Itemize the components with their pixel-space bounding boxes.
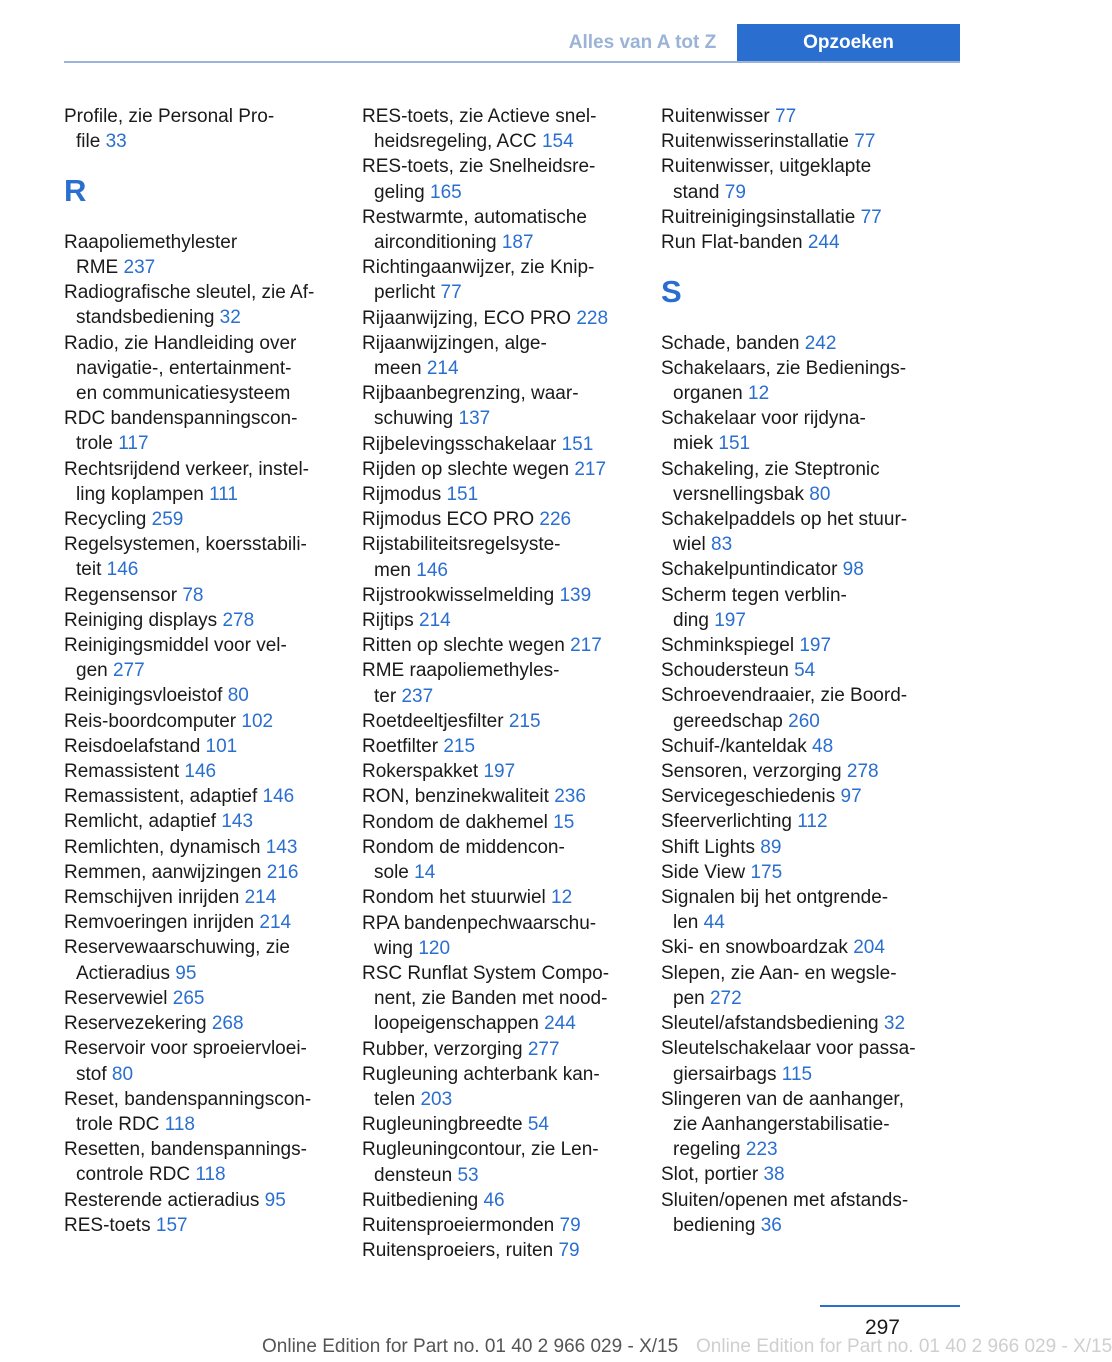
index-entry: [661, 1011, 951, 1036]
page-link[interactable]: 217: [574, 458, 607, 480]
page-link[interactable]: 151: [446, 484, 479, 506]
page-link[interactable]: 139: [559, 584, 592, 606]
page-link[interactable]: 226: [539, 509, 572, 531]
page-link[interactable]: 228: [576, 307, 609, 329]
index-entry-text: Schroevendraaier, zie Boord- gereedschap: [661, 685, 908, 732]
index-entry-text: Ski- en snowboardzak: [661, 937, 848, 959]
page-link[interactable]: 260: [788, 710, 820, 732]
page-header: [0, 0, 960, 62]
index-entry-text: Raapoliemethylester RME: [64, 231, 238, 278]
page-link[interactable]: 214: [426, 358, 459, 380]
index-entry-text: RDC bandenspanningscon- trole: [64, 408, 298, 455]
page-link[interactable]: 197: [483, 761, 516, 783]
index-entry: [661, 658, 951, 683]
index-entry: [64, 457, 336, 507]
page-link[interactable]: 146: [262, 786, 295, 808]
index-entry-text: Reservoir voor sproeiervloei- stof: [64, 1038, 307, 1085]
index-entry-text: Rijaanwijzingen, alge- meen: [362, 332, 547, 380]
page-link[interactable]: 118: [164, 1113, 195, 1135]
index-entry: [661, 557, 951, 582]
index-entry: [64, 910, 336, 935]
index-entry-text: Richtingaanwijzer, zie Knip- perlicht: [362, 257, 595, 304]
index-entry-text: RES-toets, zie Snelheidsre- geling: [362, 156, 596, 203]
index-entry: [362, 608, 634, 633]
index-entry-text: Run Flat-banden: [661, 232, 803, 254]
index-entry: [64, 1036, 336, 1086]
index-entry-text: Radio, zie Handleiding over navigatie-, entertainment- en communicatiesysteem: [64, 332, 297, 405]
page-link[interactable]: 268: [211, 1013, 244, 1035]
page-link[interactable]: 101: [205, 735, 238, 757]
index-entry: [362, 633, 634, 658]
index-entry: [64, 507, 336, 532]
index-letter-heading: S: [661, 274, 682, 310]
page-number: 297: [864, 1316, 900, 1339]
index-entry-text: Radiografische sleutel, zie Af- standsbediening: [64, 282, 315, 329]
index-entry-text: Rubber, verzorging: [362, 1038, 523, 1060]
page-link[interactable]: 78: [182, 584, 204, 606]
index-entry-text: Sluiten/openen met afstands- bediening: [661, 1189, 909, 1236]
index-entry: [362, 432, 634, 457]
index-entry: [362, 911, 634, 961]
page-link[interactable]: 143: [221, 811, 254, 833]
page-link[interactable]: 54: [794, 660, 816, 682]
page-link[interactable]: 46: [483, 1189, 505, 1211]
index-entry: [362, 810, 634, 835]
page-link[interactable]: 77: [440, 282, 462, 304]
page-link[interactable]: 111: [209, 483, 238, 505]
index-entry: [64, 885, 336, 910]
page-link[interactable]: 277: [527, 1038, 560, 1060]
header-divider: [64, 61, 960, 63]
index-entry: [362, 331, 634, 381]
page-link[interactable]: 32: [883, 1013, 906, 1035]
index-entry-text: Slepen, zie Aan- en wegsle- pen: [661, 962, 897, 1009]
index-entry: [362, 482, 634, 507]
index-entry-text: Slingeren van de aanhanger, zie Aanhangerstabilisatie- regeling: [661, 1088, 904, 1161]
index-entry: [661, 331, 951, 356]
index-entry-text: Ruitenwisser, uitgeklapte stand: [661, 156, 872, 203]
index-entry-text: Reservewaarschuwing, zie Actieradius: [64, 937, 290, 984]
index-entry-text: Reinigingsmiddel voor vel- gen: [64, 635, 287, 682]
index-entry-text: RPA bandenpechwaarschu- wing: [362, 912, 597, 959]
page-link[interactable]: 272: [709, 987, 742, 1009]
index-entry-text: Ruitensproeiers, ruiten: [362, 1240, 554, 1262]
index-entry: [64, 1213, 336, 1238]
page-link[interactable]: 197: [799, 635, 832, 657]
index-entry: [661, 809, 951, 834]
page-link[interactable]: 223: [745, 1139, 778, 1161]
index-column-3: [661, 104, 951, 1238]
index-entry-text: Ruitreinigingsinstallatie: [661, 206, 856, 228]
page-link[interactable]: 154: [541, 131, 574, 153]
page-link[interactable]: 80: [227, 685, 249, 707]
index-entry-text: Rechtsrijdend verkeer, instel- ling koplampen: [64, 458, 309, 505]
index-entry-text: Sensoren, verzorging: [661, 761, 842, 783]
index-entry: [362, 583, 634, 608]
page-link[interactable]: 77: [775, 106, 797, 127]
index-entry-text: Schade, banden: [661, 332, 800, 354]
index-entry-text: Schoudersteun: [661, 660, 789, 682]
page-link[interactable]: 117: [118, 433, 149, 455]
index-entry-text: Reinigingsvloeistof: [64, 685, 223, 707]
index-entry-text: Roetdeeltjesfilter: [362, 710, 504, 732]
index-entry: [64, 759, 336, 784]
index-entry: [362, 1213, 634, 1238]
index-entry: [362, 885, 634, 910]
index-entry-text: Rijstabiliteitsregelsyste- men: [362, 534, 561, 581]
page-link[interactable]: 215: [508, 710, 541, 732]
index-entry: [64, 406, 336, 456]
section-tab[interactable]: Alles van A tot Z: [568, 32, 717, 53]
index-entry-text: Rijtips: [362, 610, 414, 632]
page-link[interactable]: 79: [724, 181, 746, 203]
index-entry: [64, 1087, 336, 1137]
index-entry: [661, 734, 951, 759]
index-entry-text: Shift Lights: [661, 836, 755, 858]
page-link[interactable]: 203: [420, 1088, 453, 1110]
index-entry-text: Remassistent: [64, 761, 180, 783]
index-entry-text: Servicegeschiedenis: [661, 786, 836, 808]
index-entry-text: Reisdoelafstand: [64, 735, 201, 757]
page-link[interactable]: 32: [219, 307, 241, 329]
page-link[interactable]: 12: [748, 383, 770, 405]
index-entry-text: Resetten, bandenspannings- controle RDC: [64, 1139, 307, 1186]
index-entry-text: Sleutel/afstandsbediening: [661, 1013, 879, 1035]
index-entry-text: RME raapoliemethyles- ter: [362, 660, 560, 707]
page-link[interactable]: 217: [570, 635, 602, 657]
page-link[interactable]: 278: [222, 609, 255, 631]
index-entry: [362, 1238, 634, 1263]
page-link[interactable]: 79: [558, 1240, 580, 1262]
index-entry-text: Recycling: [64, 509, 147, 531]
index-column-1: [64, 104, 336, 1238]
index-entry-text: Schakelaar voor rijdyna- miek: [661, 408, 866, 455]
index-entry-text: Rijstrookwisselmelding: [362, 584, 555, 606]
index-entry: [64, 583, 336, 608]
index-entry: [661, 961, 951, 1011]
index-entry: [661, 230, 951, 255]
page-link[interactable]: 95: [264, 1189, 286, 1211]
index-entry: [661, 784, 951, 809]
page-link[interactable]: 80: [111, 1063, 134, 1085]
page-link[interactable]: 95: [175, 962, 197, 984]
page-link[interactable]: 165: [430, 181, 462, 203]
page-link[interactable]: 237: [123, 257, 156, 278]
page-link[interactable]: 242: [804, 332, 837, 354]
page-link[interactable]: 244: [544, 1013, 576, 1035]
index-column-2: [362, 104, 634, 1263]
index-entry: [362, 532, 634, 582]
page-link[interactable]: 244: [807, 232, 840, 254]
index-entry: [661, 1188, 951, 1238]
index-entry-text: Ruitenwisser: [661, 106, 770, 127]
index-entry-text: Remvoeringen inrijden: [64, 912, 255, 934]
index-entry: [661, 683, 951, 733]
index-entry: [362, 381, 634, 431]
index-entry-text: Remmen, aanwijzingen: [64, 861, 262, 883]
index-entry-text: Sfeerverlichting: [661, 811, 792, 833]
index-entry-text: Reis-boordcomputer: [64, 710, 237, 732]
index-entry-text: Ritten op slechte wegen: [362, 635, 565, 657]
index-entry: [362, 734, 634, 759]
active-tab[interactable]: Opzoeken: [737, 24, 960, 62]
index-entry: [661, 1087, 951, 1163]
edition-note: Online Edition for Part no. 01 40 2 966 029 - X/15: [262, 1336, 679, 1357]
index-entry: [64, 683, 336, 708]
page-link[interactable]: 97: [840, 786, 862, 808]
index-entry: [64, 280, 336, 330]
index-entry-text: Remlichten, dynamisch: [64, 836, 261, 858]
page-link[interactable]: 48: [812, 735, 834, 757]
watermark: Online Edition for Part no. 01 40 2 966 029 - X/15: [696, 1336, 1112, 1357]
index-entry-text: Signalen bij het ontgrende- len: [661, 887, 889, 934]
page-link[interactable]: 54: [527, 1114, 549, 1136]
index-entry: [661, 860, 951, 885]
index-entry: [362, 835, 634, 885]
index-entry: [64, 230, 336, 280]
page-link[interactable]: 44: [703, 912, 725, 934]
footer-divider: [820, 1305, 960, 1307]
index-entry-text: Rugleuningbreedte: [362, 1114, 523, 1136]
index-entry-text: Rondom het stuurwiel: [362, 887, 546, 909]
index-entry: [64, 709, 336, 734]
index-entry: [64, 1011, 336, 1036]
page-link[interactable]: 197: [714, 609, 746, 631]
index-entry-text: Restwarmte, automatische airconditioning: [362, 206, 587, 254]
index-entry-text: Schuif-/kanteldak: [661, 735, 807, 757]
page-link[interactable]: 187: [501, 232, 534, 254]
index-entry-text: Scherm tegen verblin- ding: [661, 584, 847, 631]
index-entry-text: Rijbaanbegrenzing, waar- schuwing: [362, 383, 579, 430]
page-link[interactable]: 115: [781, 1063, 813, 1085]
index-entry: [64, 835, 336, 860]
index-entry: [362, 457, 634, 482]
index-entry: [64, 784, 336, 809]
page-link[interactable]: 151: [561, 433, 594, 455]
index-entry: [661, 633, 951, 658]
page-link[interactable]: 277: [112, 660, 145, 682]
index-entry: [362, 306, 634, 331]
index-entry-text: RES-toets: [64, 1214, 151, 1236]
index-entry-text: Remassistent, adaptief: [64, 786, 258, 808]
index-entry-text: Reiniging displays: [64, 609, 218, 631]
index-entry: [64, 608, 336, 633]
index-entry: [661, 583, 951, 633]
index-entry-text: Rijden op slechte wegen: [362, 458, 570, 480]
index-entry: [362, 104, 634, 154]
page-link[interactable]: 214: [419, 610, 451, 632]
index-entry: [661, 129, 951, 154]
index-entry: [362, 205, 634, 255]
index-entry: [362, 658, 634, 708]
index-entry: [661, 154, 951, 204]
index-entry-text: Ruitbediening: [362, 1189, 479, 1211]
index-entry-text: Rondom de middencon- sole: [362, 836, 565, 884]
index-entry: [362, 784, 634, 809]
index-entry-text: Rijmodus: [362, 484, 442, 506]
index-entry: [661, 356, 951, 406]
page-link[interactable]: 175: [750, 861, 783, 883]
page-link[interactable]: 77: [854, 131, 876, 153]
index-entry-text: Reservezekering: [64, 1013, 207, 1035]
index-entry-text: Schakelpuntindicator: [661, 559, 838, 581]
page-link[interactable]: 15: [553, 811, 575, 833]
index-entry: [362, 1137, 634, 1187]
index-entry-text: Remlicht, adaptief: [64, 811, 217, 833]
index-entry: [64, 734, 336, 759]
page-link[interactable]: 214: [244, 887, 277, 909]
index-entry: [64, 1188, 336, 1213]
index-entry-text: RSC Runflat System Compo- nent, zie Banden met nood- loopeigenschappen: [362, 962, 610, 1035]
page-link[interactable]: 83: [711, 534, 733, 556]
page-link[interactable]: 36: [760, 1214, 782, 1236]
index-entry: [661, 885, 951, 935]
page-link[interactable]: 12: [551, 887, 573, 909]
index-entry-text: Ruitensproeiermonden: [362, 1214, 555, 1236]
page-link[interactable]: 278: [846, 761, 879, 783]
index-entry-text: Roetfilter: [362, 736, 439, 758]
page-link[interactable]: 151: [718, 433, 751, 455]
page-link[interactable]: 98: [842, 559, 864, 581]
index-entry: [362, 1037, 634, 1062]
index-entry: [362, 1112, 634, 1137]
page-link[interactable]: 237: [401, 685, 434, 707]
index-entry: [64, 633, 336, 683]
page-link[interactable]: 146: [106, 559, 139, 581]
index-entry-text: Regelsystemen, koersstabili- teit: [64, 534, 307, 581]
page-link[interactable]: 157: [155, 1214, 188, 1236]
index-entry-text: Ruitenwisserinstallatie: [661, 131, 849, 153]
index-entry: [661, 759, 951, 784]
index-entry: [64, 809, 336, 834]
index-entry: [64, 935, 336, 985]
index-entry: [64, 986, 336, 1011]
page-link[interactable]: 146: [416, 559, 448, 581]
index-entry: [64, 860, 336, 885]
index-entry: [362, 507, 634, 532]
page-link[interactable]: 137: [458, 408, 491, 430]
page-link[interactable]: 38: [763, 1164, 785, 1186]
index-entry-text: RON, benzinekwaliteit: [362, 786, 549, 808]
index-entry: [362, 255, 634, 305]
page-link[interactable]: 215: [443, 736, 476, 758]
index-entry: [362, 709, 634, 734]
page-link[interactable]: 236: [554, 786, 586, 808]
index-entry-text: Resterende actieradius: [64, 1189, 260, 1211]
index-entry: [64, 532, 336, 582]
index-entry: [362, 961, 634, 1037]
index-entry: [362, 759, 634, 784]
index-entry-text: Slot, portier: [661, 1164, 759, 1186]
page-link[interactable]: 79: [559, 1214, 581, 1236]
page-link[interactable]: 143: [265, 836, 298, 858]
page-link[interactable]: 216: [266, 861, 299, 883]
page-link[interactable]: 102: [241, 710, 274, 732]
index-entry-text: Sleutelschakelaar voor passa- giersairbags: [661, 1038, 916, 1085]
index-entry-text: Rugleuningcontour, zie Len- densteun: [362, 1139, 599, 1186]
page-link[interactable]: 265: [172, 987, 205, 1009]
index-letter-heading: R: [64, 173, 87, 209]
index-entry: [661, 835, 951, 860]
index-entry-text: Rondom de dakhemel: [362, 811, 548, 833]
page-link[interactable]: 214: [259, 912, 292, 934]
index-entry: [661, 507, 951, 557]
index-entry-text: Rijmodus ECO PRO: [362, 509, 535, 531]
index-entry: [64, 104, 336, 154]
index-entry-text: Reservewiel: [64, 987, 168, 1009]
index-entry: [661, 457, 951, 507]
index-entry: [661, 406, 951, 456]
page-link[interactable]: 112: [797, 811, 828, 833]
page-link[interactable]: 146: [184, 761, 217, 783]
index-entry: [661, 104, 951, 129]
page-link[interactable]: 77: [860, 206, 882, 228]
index-entry-text: Rijbelevingsschakelaar: [362, 433, 557, 455]
index-entry: [64, 1137, 336, 1187]
index-entry-text: Regensensor: [64, 584, 178, 606]
index-entry: [661, 205, 951, 230]
page-link[interactable]: 53: [457, 1164, 479, 1186]
page-link[interactable]: 89: [760, 836, 782, 858]
index-entry: [661, 1162, 951, 1187]
page-link[interactable]: 120: [418, 937, 451, 959]
index-entry: [362, 1188, 634, 1213]
page-link[interactable]: 259: [151, 509, 184, 531]
index-entry-text: Schakelaars, zie Bedienings- organen: [661, 357, 907, 405]
index-entry-text: Side View: [661, 861, 746, 883]
index-entry: [661, 1036, 951, 1086]
index-entry-text: Profile, zie Personal Pro- file: [64, 106, 275, 153]
page-link[interactable]: 204: [853, 937, 885, 959]
index-entry: [64, 331, 336, 407]
page-link[interactable]: 118: [195, 1164, 226, 1186]
index-entry-text: Schakelpaddels op het stuur- wiel: [661, 509, 908, 556]
index-entry: [362, 154, 634, 204]
index-entry-text: Schakeling, zie Steptronic versnellingsbak: [661, 458, 880, 505]
index-entry-text: Schminkspiegel: [661, 635, 795, 657]
index-entry-text: Reset, bandenspanningscon- trole RDC: [64, 1088, 312, 1135]
page-link[interactable]: 33: [105, 131, 127, 153]
index-entry-text: Remschijven inrijden: [64, 887, 240, 909]
index-entry: [362, 1062, 634, 1112]
index-entry-text: Rokerspakket: [362, 761, 479, 783]
index-entry-text: RES-toets, zie Actieve snel- heidsregeling, ACC: [362, 106, 597, 153]
index-entry-text: Rugleuning achterbank kan- telen: [362, 1063, 600, 1110]
index-entry: [661, 935, 951, 960]
page-link[interactable]: 80: [809, 483, 831, 505]
index-entry-text: Rijaanwijzing, ECO PRO: [362, 307, 572, 329]
page-link[interactable]: 14: [414, 862, 436, 884]
